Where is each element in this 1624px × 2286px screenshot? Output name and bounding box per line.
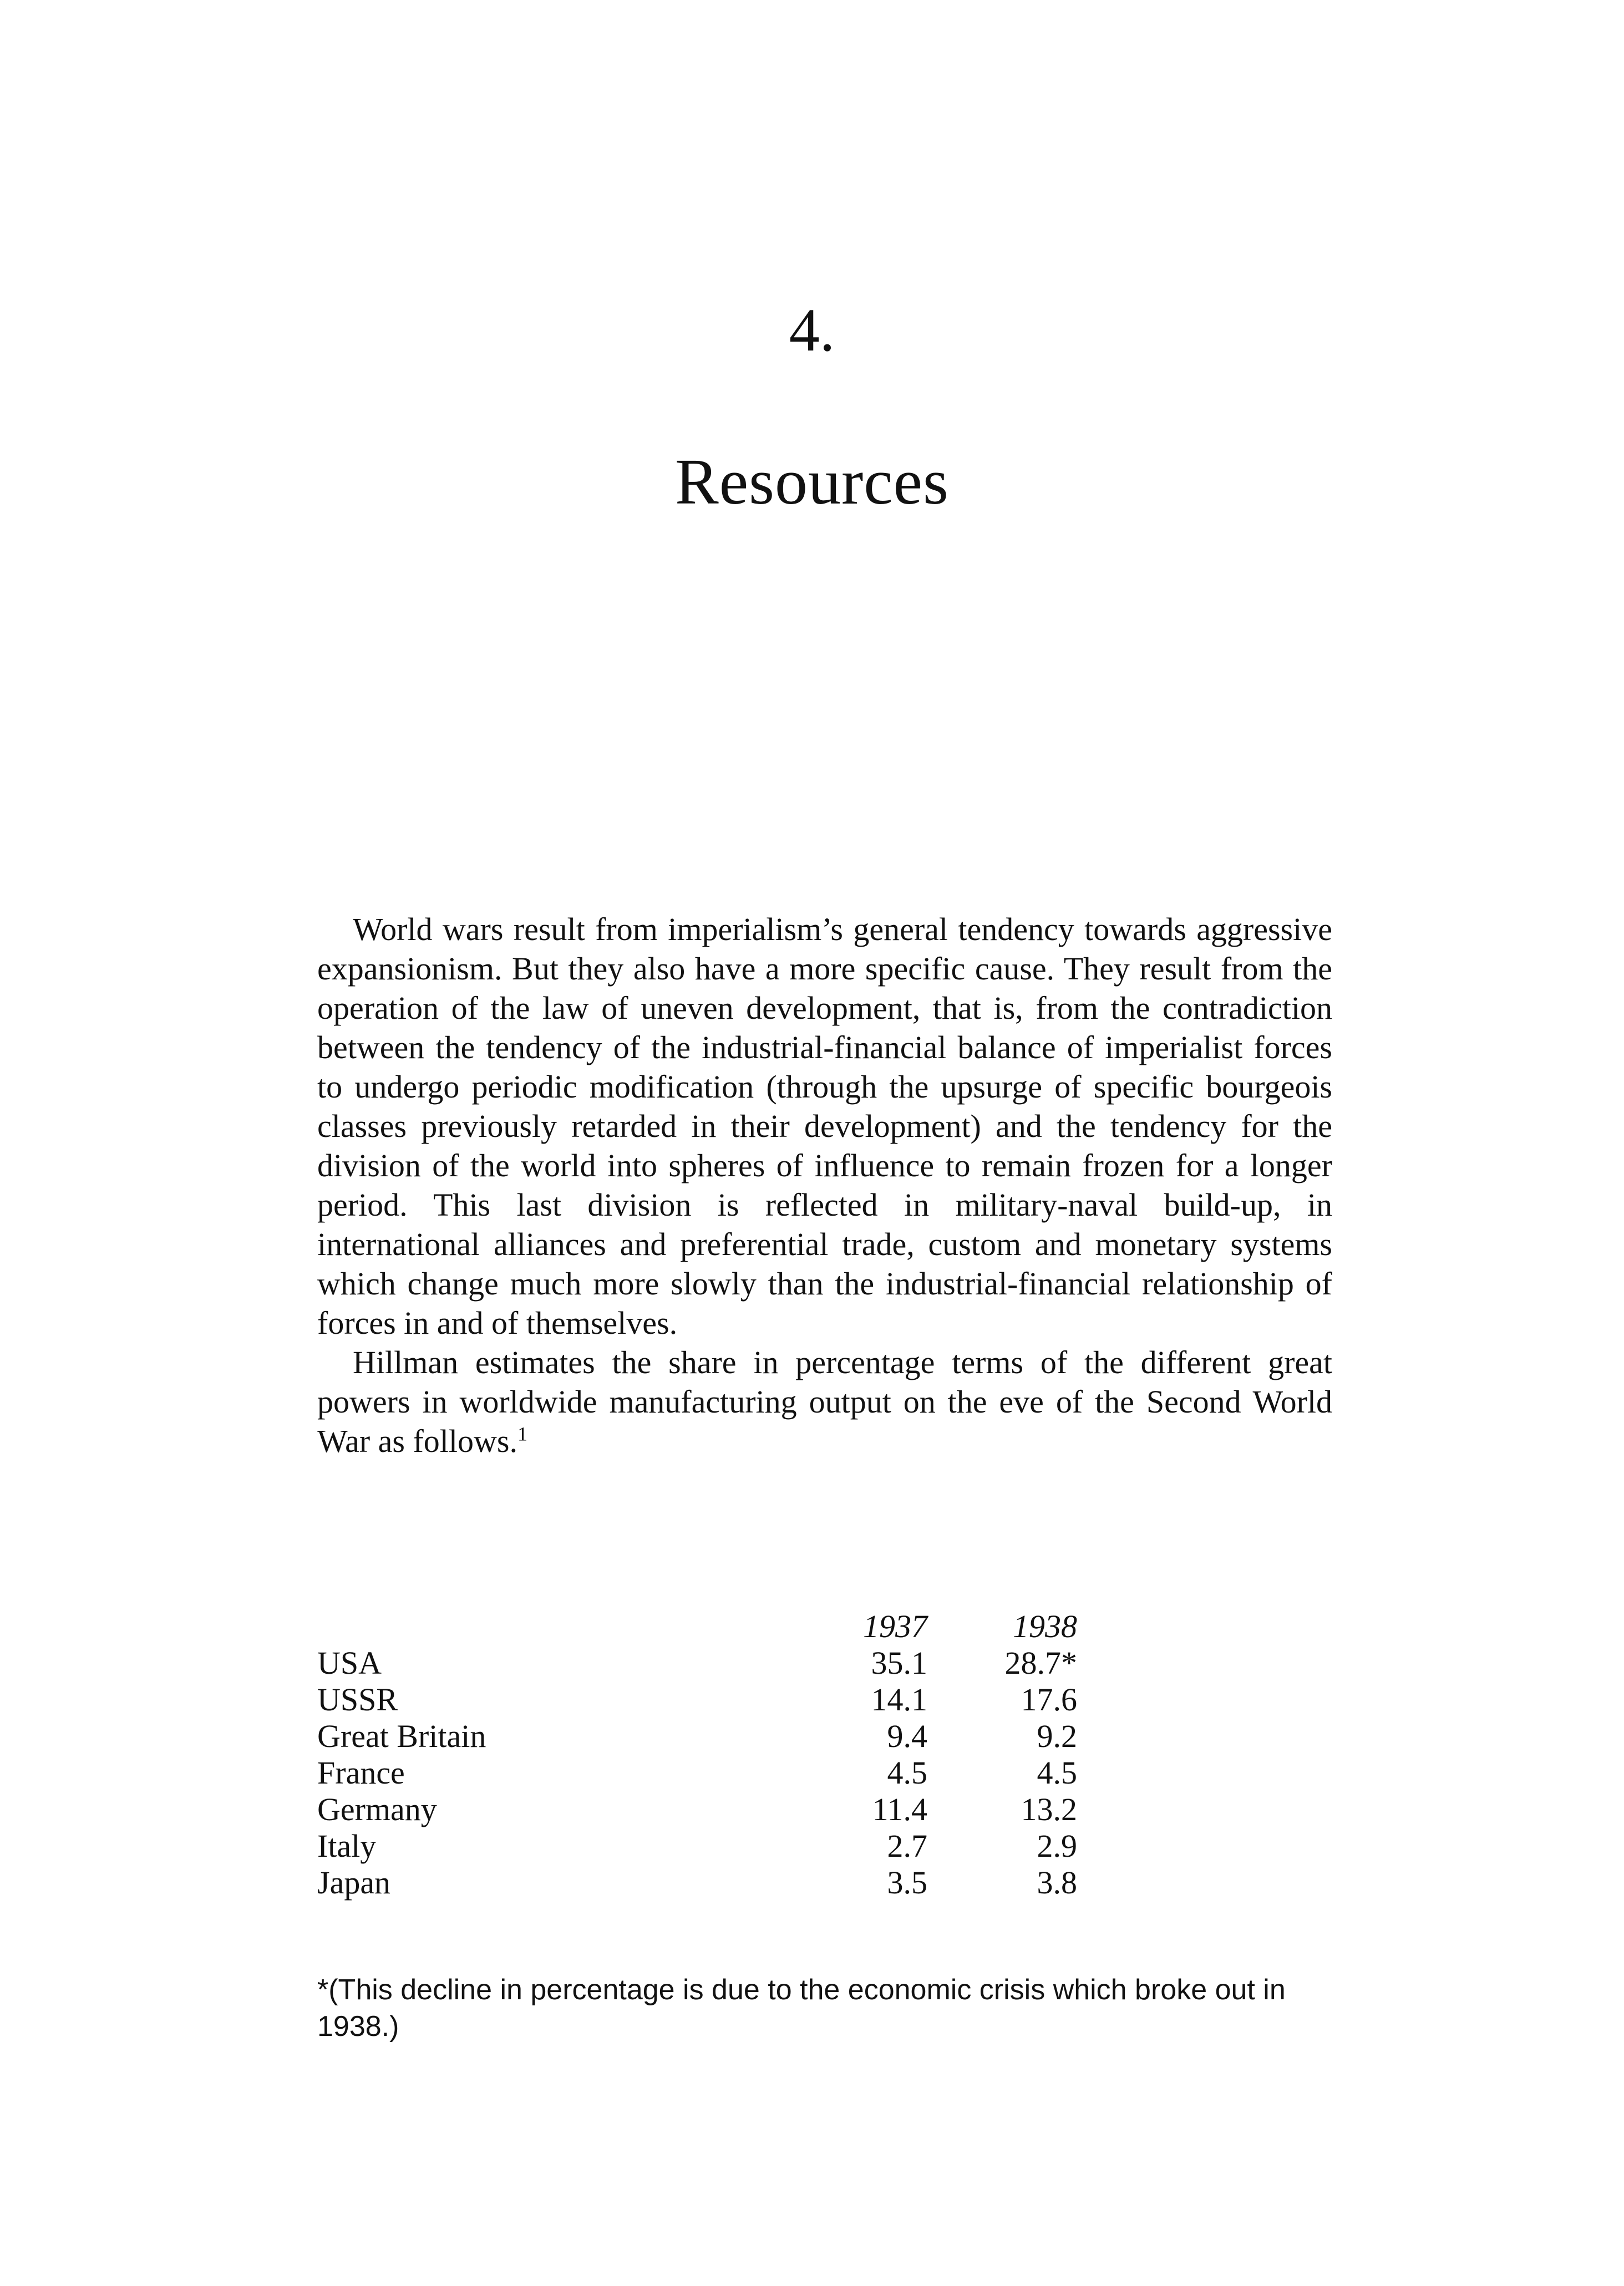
table-cell-country: Germany — [317, 1791, 437, 1827]
paragraph-1: World wars result from imperialism’s general tendency towards aggressive expansionism. But they also have a more specific cause. They result from the operation of the law of uneven development, that is, from the contradiction between the tendency of the industrial-financial balance of imperialist forces to undergo periodic modification (through the upsurge of specific bourgeois classes previously retarded in their development) and the tendency for the division of the world into spheres of influence to remain frozen for a longer period. This last division is reflected in military-naval build-up, in international alliances and preferential trade, custom and monetary systems which change much more slowly than the industrial-financial relationship of forces in and of themselves. — [317, 911, 1332, 1341]
table-cell-1938: 13.2 — [1021, 1791, 1077, 1827]
table-cell-country: Italy — [317, 1828, 377, 1864]
table-cell-1938: 28.7* — [1004, 1645, 1077, 1681]
table-header-1938: 1938 — [1013, 1608, 1077, 1644]
table-cell-1937: 35.1 — [871, 1645, 927, 1681]
paragraph-2-text: Hillman estimates the share in percentage terms of the different great powers in worldwide manufacturing output on the eve of the Second World War as follows. — [317, 1344, 1332, 1459]
table-header-country — [317, 1608, 816, 1645]
table-cell-1938: 3.8 — [1037, 1865, 1077, 1901]
table-cell-1938: 17.6 — [1021, 1682, 1077, 1718]
manufacturing-share-table — [317, 1608, 1077, 1901]
table-cell-1937: 2.7 — [887, 1828, 927, 1864]
table-row — [317, 1718, 1077, 1755]
footnote-reference: 1 — [517, 1423, 527, 1445]
table-cell-country: USSR — [317, 1682, 398, 1718]
table-header-1937: 1937 — [863, 1608, 927, 1644]
table-cell-country: Great Britain — [317, 1718, 486, 1754]
table-row — [317, 1755, 1077, 1791]
paragraph-2 — [317, 1343, 1332, 1461]
table-cell-1937: 14.1 — [871, 1682, 927, 1718]
table-row — [317, 1645, 1077, 1682]
table-cell-country: France — [317, 1755, 405, 1791]
table-cell-1937: 4.5 — [887, 1755, 927, 1791]
table-row — [317, 1828, 1077, 1865]
chapter-number: 4. — [789, 296, 835, 364]
table-cell-country: Japan — [317, 1865, 391, 1901]
table-cell-1938: 9.2 — [1037, 1718, 1077, 1754]
table-row — [317, 1791, 1077, 1828]
table-cell-country: USA — [317, 1645, 382, 1681]
table-cell-1937: 9.4 — [887, 1718, 927, 1754]
table-header-row — [317, 1608, 1077, 1645]
chapter-title: Resources — [675, 445, 949, 518]
table-cell-1937: 3.5 — [887, 1865, 927, 1901]
table-cell-1937: 11.4 — [872, 1791, 927, 1827]
body-text — [317, 910, 1332, 1461]
footnote: *(This decline in percentage is due to the economic crisis which broke out in 1938.) — [317, 1974, 1286, 2043]
table-row — [317, 1865, 1077, 1901]
table-cell-1938: 4.5 — [1037, 1755, 1077, 1791]
table-row — [317, 1682, 1077, 1718]
table-cell-1938: 2.9 — [1037, 1828, 1077, 1864]
